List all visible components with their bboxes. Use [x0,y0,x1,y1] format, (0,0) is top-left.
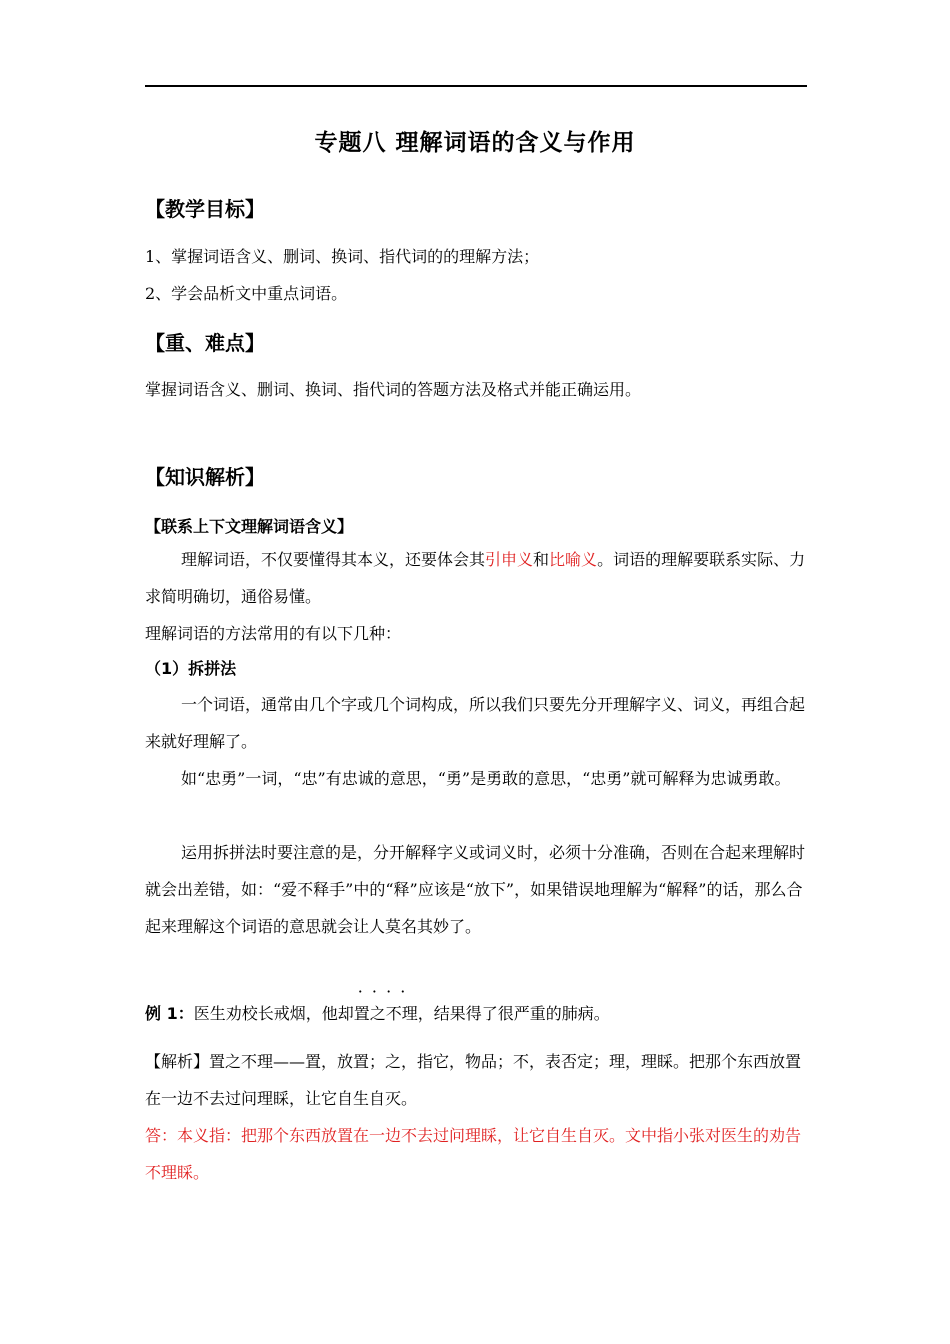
methods-line: 理解词语的方法常用的有以下几种： [145,624,402,643]
knowledge-heading: 【知识解析】 [145,465,265,489]
example1-line [145,995,810,1032]
method1-paragraph-1: 一个词语，通常由几个字或几个词构成，所以我们只要先分开理解字义、词义，再组合起来就好理解了。 [145,695,806,751]
analysis-text: 置之不理——置，放置；之，指它，物品；不，表否定；理，理睬。把那个东西放置在一边不去过问理睬，让它自生自灭。 [145,1052,802,1108]
method1-title: （1）拆拼法 [145,659,237,678]
intro-text-mid: 和 [533,550,550,569]
header-rule [145,85,807,87]
example1-text-post: ，结果得了很严重的肺病。 [417,1004,610,1023]
goals-heading: 【教学目标】 [145,197,265,221]
knowledge-subheading: 【联系上下文理解词语含义】 [145,517,354,536]
goal-item-2: 2、学会品析文中重点词语。 [145,284,348,303]
page-title: 专题八 理解词语的含义与作用 [314,130,636,156]
method1-paragraph-2: 如“忠勇”一词，“忠”有忠诚的意思，“勇”是勇敢的意思，“忠勇”就可解释为忠诚勇敢。 [181,769,791,788]
intro-text-pre: 理解词语，不仅要懂得其本义，还要体会其 [181,550,486,569]
knowledge-intro [145,541,810,615]
method1-paragraph-3: 运用拆拼法时要注意的是，分开解释字义或词义时，必须十分准确，否则在合起来理解时就会出差错，如：“爱不释手”中的“释”应该是“放下”，如果错误地理解为“解释”的话，那么合起来理解这个词语的意思就会让人莫名其妙了。 [145,843,806,936]
intro-text-post: 。词语的理解要联系实际、力求简明确切，通俗易懂。 [145,550,806,606]
key-points-heading: 【重、难点】 [145,331,265,355]
goal-item-1: 1、掌握词语含义、删词、换词、指代词的的理解方法； [145,247,540,266]
key-points-text: 掌握词语含义、删词、换词、指代词的答题方法及格式并能正确运用。 [145,380,642,399]
analysis-label: 【解析】 [145,1052,210,1071]
example1-answer: 答：本义指：把那个东西放置在一边不去过问理睬，让它自生自灭。文中指小张对医生的劝告不理睬。 [145,1126,802,1182]
example1-text-pre: 医生劝校长戒烟，他却 [193,1004,354,1023]
example1-label: 例 1： [145,1004,194,1023]
intro-highlight-metaphor-meaning: 比喻义 [549,550,598,569]
example1-emphasized-phrase: 置之不理 · · [354,995,418,1032]
example1-analysis [145,1043,810,1117]
intro-highlight-extended-meaning: 引申义 [485,550,534,569]
